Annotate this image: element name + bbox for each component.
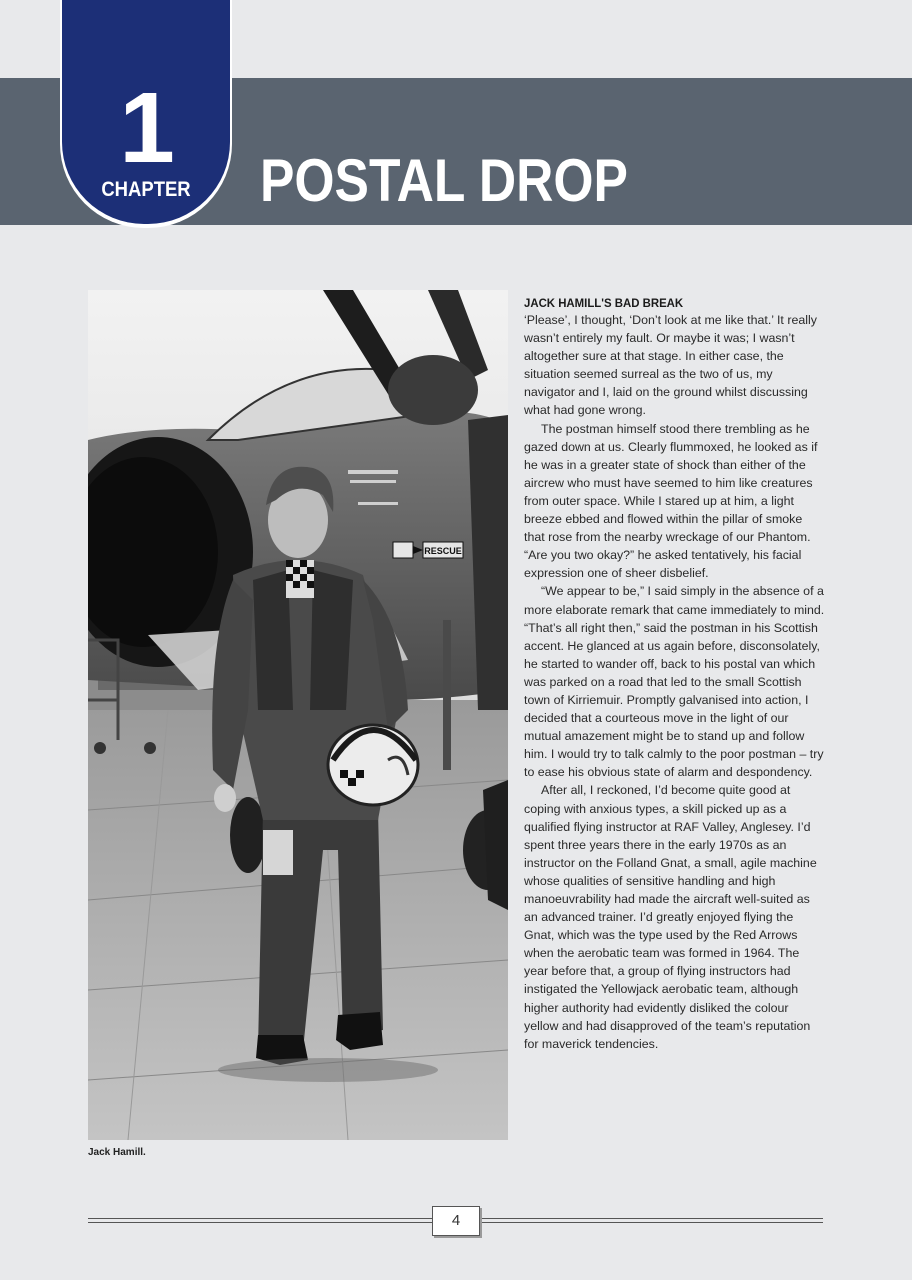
pilot-photo-illustration bbox=[88, 290, 508, 1140]
rescue-sign-text: RESCUE bbox=[424, 546, 462, 556]
article-paragraph: “We appear to be,” I said simply in the absence of a more elaborate remark that came immediately to mind. “That’s all right then,” said the postman in his Scottish accent. He glanced at us again before, disconsolately, he started to wander off, back to his postal van which was parked on a road that led to the small Scottish town of Kirriemuir. Promptly galvanised into action, I decided that a courteous move in the light of our mutual amazement might be to stand up and follow him. I would try to talk calmly to the poor postman – try to ease his obvious state of alarm and despondency. bbox=[524, 584, 825, 780]
chapter-label: CHAPTER bbox=[101, 178, 191, 201]
article-heading: JACK HAMILL'S BAD BREAK bbox=[524, 296, 684, 310]
chapter-title: POSTAL DROP bbox=[260, 147, 628, 214]
footer-rule-left bbox=[88, 1218, 432, 1223]
page-number: 4 bbox=[432, 1206, 480, 1236]
article-paragraph: The postman himself stood there trembling as he gazed down at us. Clearly flummoxed, he looked as if he was in a greater state of shock than either of the aircrew who must have seemed to him like creatures from outer space. While I stared up at him, a light breeze ebbed and flowed within the pillar of smoke that rose from the nearby wreckage of our Phantom. “Are you two okay?” he asked tentatively, his facial expression one of sheer disbelief. bbox=[524, 421, 818, 581]
chapter-number: 1 bbox=[119, 72, 173, 184]
pilot-photo bbox=[88, 290, 508, 1140]
photo-caption: Jack Hamill. bbox=[88, 1147, 146, 1158]
article bbox=[524, 295, 826, 1053]
article-paragraph: ‘Please’, I thought, ‘Don’t look at me like that.’ It really wasn’t entirely my fault. Or maybe it was; I wasn’t altogether sure at that stage. In either case, the situation seemed surreal as the two of us, my navigator and I, laid on the ground whilst discussing what had gone wrong. bbox=[524, 313, 817, 418]
article-paragraph: After all, I reckoned, I’d become quite good at coping with anxious types, a skill picked up as a qualified flying instructor at RAF Valley, Anglesey. I’d spent three years there in the early 1970s as an instructor on the Folland Gnat, a small, agile machine whose qualities of sensitive handling and high manoeuvrability had made the aircraft well-suited as an advanced trainer. I’d greatly enjoyed flying the Gnat, which was the type used by the Red Arrows when the aerobatic team was formed in 1964. The year before that, a group of flying instructors had instigated the Yellowjack aerobatic team, although higher authority had evidently disliked the colour yellow and had disapproved of the team’s reputation for maverick tendencies. bbox=[524, 783, 817, 1051]
footer-rule-right bbox=[479, 1218, 823, 1223]
